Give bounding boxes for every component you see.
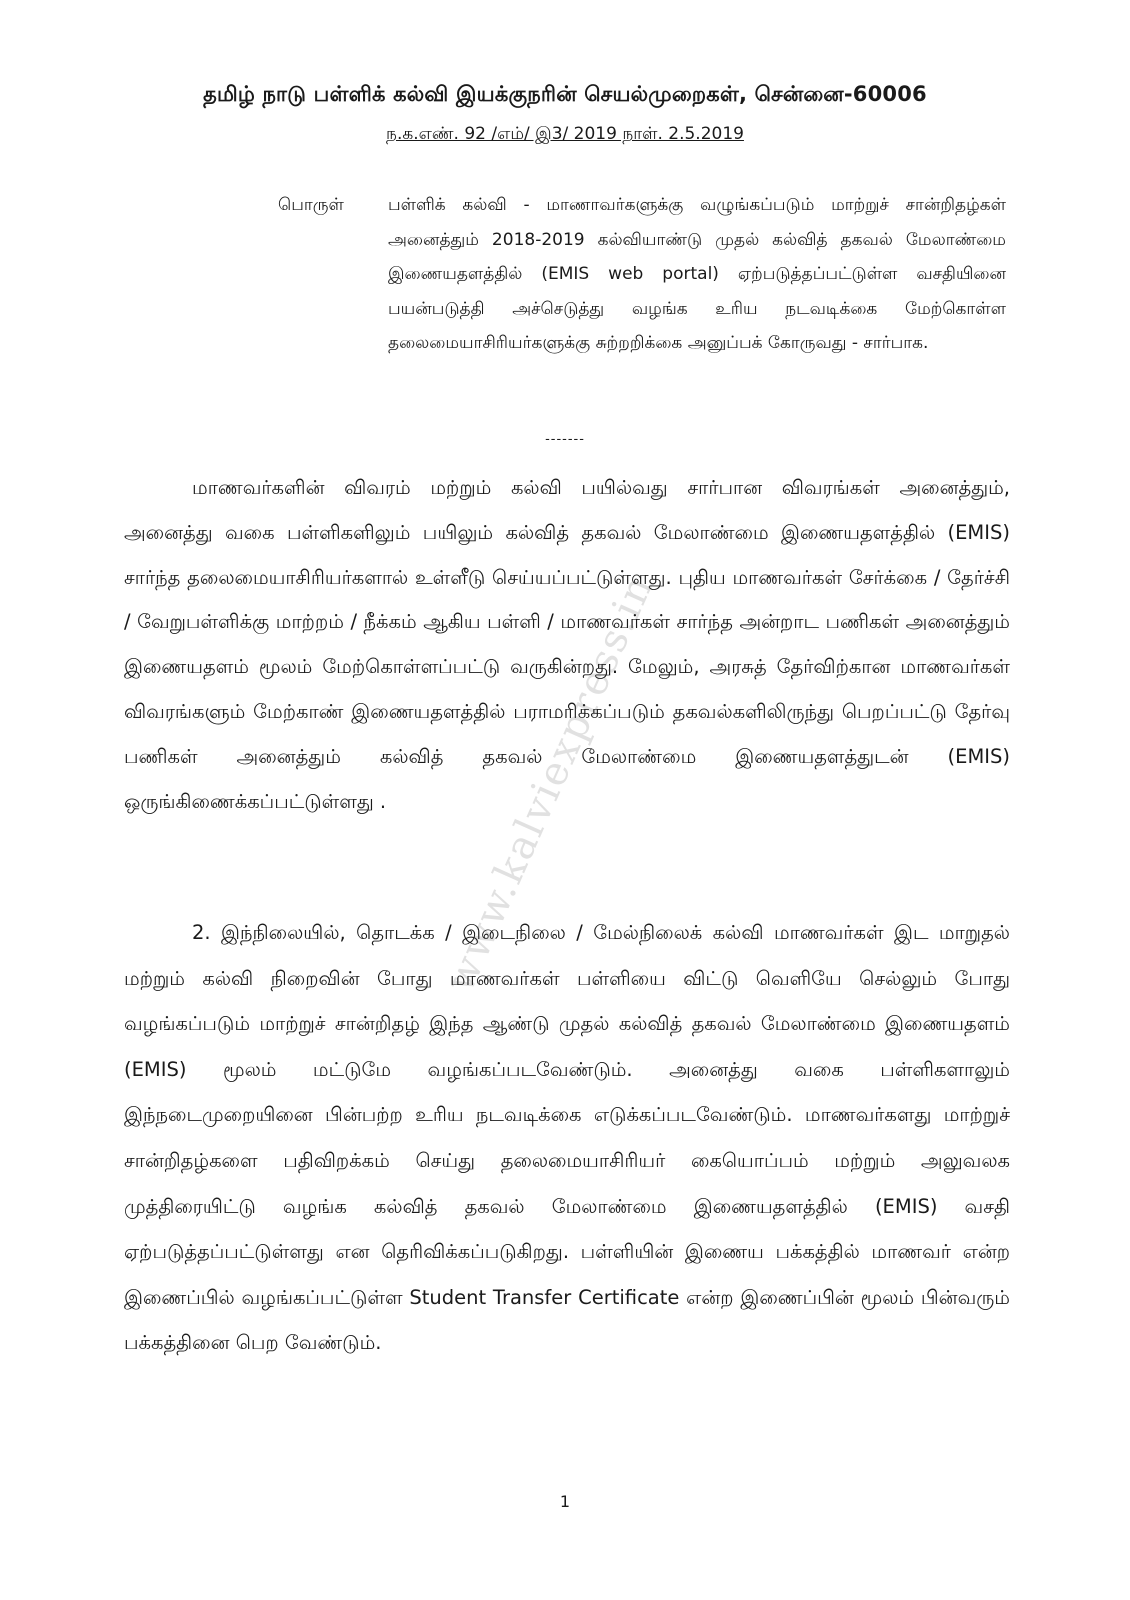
- watermark: www.kalviexpress.in: [437, 567, 663, 999]
- subject-label: பொருள்: [278, 195, 344, 215]
- page-number: 1: [559, 1492, 571, 1511]
- header-title: தமிழ் நாடு பள்ளிக் கல்வி இயக்குநரின் செயல்முறைகள், சென்னை-60006: [203, 82, 927, 106]
- divider: -------: [545, 432, 585, 447]
- reference-number: ந.க.எண். 92 /எம்/ இ3/ 2019 நாள். 2.5.2019: [386, 124, 744, 144]
- subject-block: [278, 188, 1008, 361]
- paragraph-2: 2. இந்நிலையில், தொடக்க / இடைநிலை / மேல்நிலைக் கல்வி மாணவர்கள் இட மாறுதல் மற்றும் கல்வி நிறைவின் போது மாணவர்கள் பள்ளியை விட்டு வெளியே செல்லும் போது வழங்கப்படும் மாற்றுச் சான்றிதழ் இந்த ஆண்டு முதல் கல்வித் தகவல் மேலாண்மை இணையதளம் (EMIS) மூலம் மட்டுமே வழங்கப்படவேண்டும். அனைத்து வகை பள்ளிகளாலும் இந்நடைமுறையினை பின்பற்ற உரிய நடவடிக்கை எடுக்கப்படவேண்டும். மாணவர்களது மாற்றுச் சான்றிதழ்களை பதிவிறக்கம் செய்து தலைமையாசிரியர் கையொப்பம் மற்றும் அலுவலக முத்திரையிட்டு வழங்க கல்வித் தகவல் மேலாண்மை இணையதளத்தில் (EMIS) வசதி ஏற்படுத்தப்பட்டுள்ளது என தெரிவிக்கப்படுகிறது. பள்ளியின் இணைய பக்கத்தில் மாணவர் என்ற இணைப்பில் வழங்கப்பட்டுள்ள Student Transfer Certificate என்ற இணைப்பின் மூலம் பின்வரும் பக்கத்தினை பெற வேண்டும்.: [124, 921, 1010, 1355]
- subject-text: பள்ளிக் கல்வி - மாணாவர்களுக்கு வழுங்கப்படும் மாற்றுச் சான்றிதழ்கள் அனைத்தும் 2018-2019 கல்வியாண்டு முதல் கல்வித் தகவல் மேலாண்மை இணையதளத்தில் (EMIS web portal) ஏற்படுத்தப்பட்டுள்ள வசதியினை பயன்படுத்தி அச்செடுத்து வழங்க உரிய நடவடிக்கை மேற்கொள்ள தலைமையாசிரியர்களுக்கு சுற்றறிக்கை அனுப்பக் கோருவது - சார்பாக.: [388, 195, 1006, 353]
- paragraph-1: மாணவர்களின் விவரம் மற்றும் கல்வி பயில்வது சார்பான விவரங்கள் அனைத்தும், அனைத்து வகை பள்ளிகளிலும் பயிலும் கல்வித் தகவல் மேலாண்மை இணையதளத்தில் (EMIS) சார்ந்த தலைமையாசிரியர்களால் உள்ளீடு செய்யப்பட்டுள்ளது. புதிய மாணவர்கள் சேர்க்கை / தேர்ச்சி / வேறுபள்ளிக்கு மாற்றம் / நீக்கம் ஆகிய பள்ளி / மாணவர்கள் சார்ந்த அன்றாட பணிகள் அனைத்தும் இணையதளம் மூலம் மேற்கொள்ளப்பட்டு வருகின்றது. மேலும், அரசுத் தேர்விற்கான மாணவர்கள் விவரங்களும் மேற்காண் இணையதளத்தில் பராமரிக்கப்படும் தகவல்களிலிருந்து பெறப்பட்டு தேர்வு பணிகள் அனைத்தும் கல்வித் தகவல் மேலாண்மை இணையதளத்துடன் (EMIS) ஒருங்கிணைக்கப்பட்டுள்ளது .: [124, 476, 1010, 813]
